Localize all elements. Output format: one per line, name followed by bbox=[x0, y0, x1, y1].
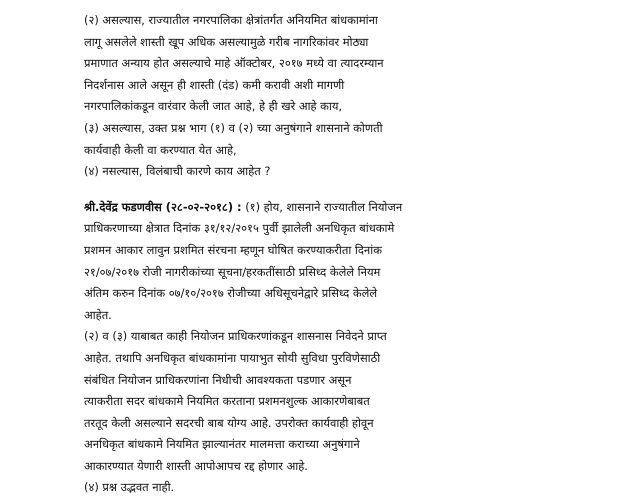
answer-line: अनधिकृत बांधकामे नियमित झाल्यानंतर मालमत्ता कराच्या अनुषंगाने bbox=[84, 437, 360, 452]
speaker-name: श्री.देवेंद्र फडणवीस (२८-०२-२०१८) : bbox=[84, 199, 242, 214]
answer-line: आहेत. तथापि अनधिकृत बांधकामांना पायाभुत सोयी सुविधा पुरविणेसाठी bbox=[84, 350, 381, 365]
answer-line: त्याकरीता सदर बांधकामे नियमित करताना प्रशमनशुल्क आकारणेबाबत bbox=[84, 394, 370, 409]
document-page bbox=[84, 10, 584, 499]
section-gap bbox=[84, 183, 584, 197]
answer-line: संबंधित नियोजन प्राधिकरणांना निधीची आवश्यकता पडणार असून bbox=[84, 372, 352, 387]
question-line: लागू असलेले शास्ती खूप अधिक असल्यामुळे गरीब नागरिकांवर मोठ्या bbox=[84, 34, 369, 49]
question-line: (३) असल्यास, उक्त प्रश्न भाग (१) व (२) च्या अनुषंगाने शासनाने कोणती bbox=[84, 120, 383, 135]
question-section bbox=[84, 10, 584, 183]
question-line: प्रमाणात अन्याय होत असल्याचे माहे ऑक्टोबर, २०१७ मध्ये वा त्यादरम्यान bbox=[84, 56, 384, 71]
answer-line: आकारण्यात येणारी शास्ती आपोआपच रद्द होणार आहे. bbox=[84, 458, 308, 473]
answer-line: अंतिम करुन दिनांक ०७/१०/२०१७ रोजीच्या अधिसूचनेद्वारे प्रसिध्द केलेले bbox=[84, 286, 378, 301]
question-line: निदर्शनास आले असून ही शास्ती (दंड) कमी करावी अशी मागणी bbox=[84, 77, 345, 92]
question-line: (२) असल्यास, राज्यातील नगरपालिका क्षेत्रांतर्गत अनियमित बांधकामांना bbox=[84, 13, 378, 27]
answer-first-line-text: (१) होय, शासनाने राज्यातील नियोजन bbox=[241, 199, 403, 214]
question-line: कार्यवाही केली वा करण्यात येत आहे, bbox=[84, 142, 237, 157]
answer-line: २१/०७/२०१७ रोजी नागरीकांच्या सूचना/हरकतींसाठी प्रसिध्द केलेले नियम bbox=[84, 264, 381, 279]
question-line: नगरपालिकांकडून वारंवार केली जात आहे, हे ही खरे आहे काय, bbox=[84, 99, 343, 114]
answer-line: प्रशमन आकार लावुन प्रशमित संरचना म्हणून घोषित करण्याकरीता दिनांक bbox=[84, 242, 382, 257]
question-line: (४) नसल्यास, विलंबाची कारणे काय आहेत ? bbox=[84, 164, 271, 179]
answer-line: आहेत. bbox=[84, 307, 112, 322]
answer-section bbox=[84, 197, 584, 499]
answer-line: तरतूद केली असल्याने सदरची बाब योग्य आहे. उपरोक्त कार्यवाही होवून bbox=[84, 415, 374, 430]
answer-line: (४) प्रश्न उद्भवत नाही. bbox=[84, 480, 175, 495]
answer-line: प्राधिकरणाच्या क्षेत्रात दिनांक ३१/१२/२०१५ पुर्वी झालेली अनधिकृत बांधकामे bbox=[84, 221, 395, 236]
answer-line: (२) व (३) याबाबत काही नियोजन प्राधिकरणांकडून शासनास निवेदने प्राप्त bbox=[84, 329, 387, 344]
answer-first-line bbox=[84, 197, 584, 219]
